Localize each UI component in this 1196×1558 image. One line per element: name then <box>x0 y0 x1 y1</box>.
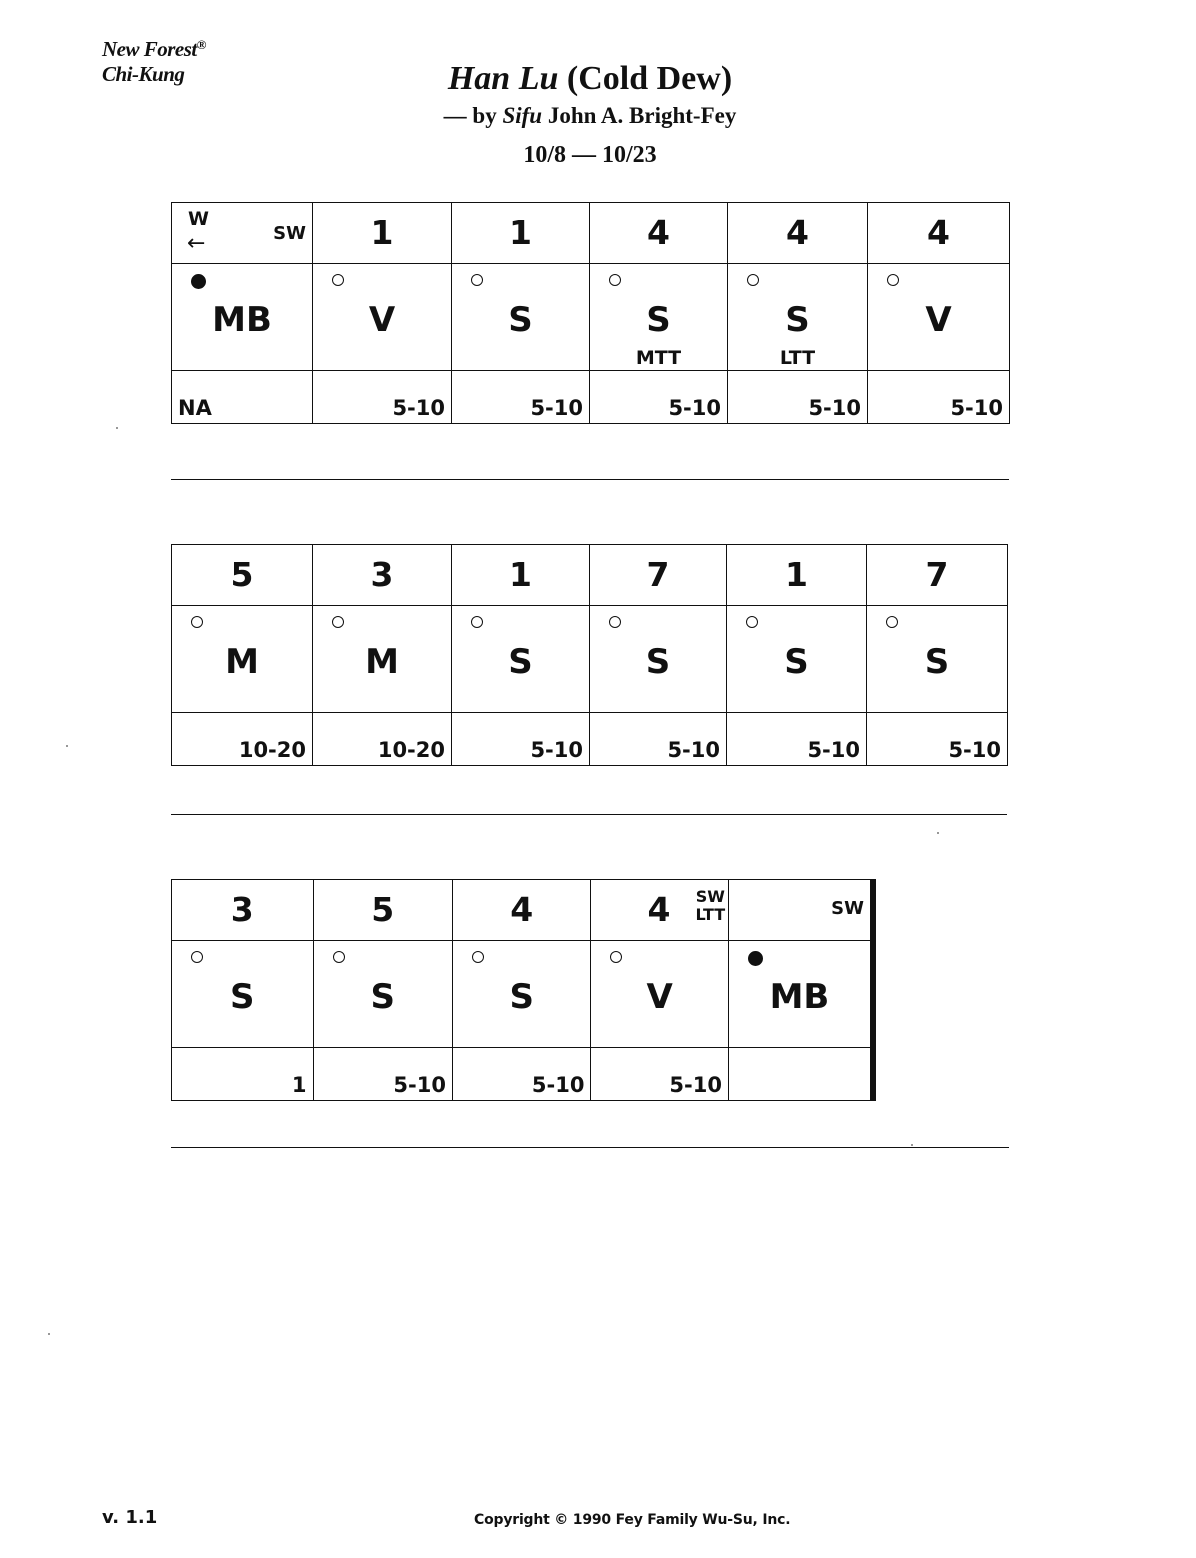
number-cell <box>590 203 728 264</box>
range-cell <box>867 713 1008 766</box>
posture-cell <box>313 941 452 1048</box>
posture-letter: S <box>645 642 671 682</box>
posture-cell <box>452 941 590 1048</box>
posture-cell <box>172 264 313 371</box>
range-value: 10-20 <box>238 738 306 762</box>
range-cell <box>452 371 590 424</box>
posture-letter: S <box>509 977 534 1017</box>
range-cell <box>728 1048 873 1101</box>
range-value: 5-10 <box>531 1073 585 1097</box>
notes-line <box>171 1147 1009 1148</box>
byline-name: John A. Bright-Fey <box>547 103 737 128</box>
posture-letter: MB <box>212 300 272 340</box>
posture-cell <box>172 606 313 713</box>
range-cell <box>172 1048 314 1101</box>
posture-letter: M <box>225 642 259 682</box>
open-circle-icon <box>191 951 203 963</box>
number-cell <box>867 545 1008 606</box>
posture-letter: S <box>924 642 950 682</box>
open-circle-icon <box>610 951 622 963</box>
count-number: 3 <box>370 555 394 594</box>
range-value: 5-10 <box>669 1073 722 1097</box>
filled-circle-icon <box>748 951 763 966</box>
count-number: 4 <box>927 213 950 252</box>
page-title <box>360 56 820 102</box>
range-value: 5-10 <box>393 1073 446 1097</box>
posture-cell <box>452 264 590 371</box>
number-cell <box>452 880 590 941</box>
range-value: 5-10 <box>392 396 445 420</box>
range-cell <box>172 713 313 766</box>
range-cell <box>313 371 452 424</box>
open-circle-icon <box>471 274 483 286</box>
direction-west-label: W <box>188 208 209 230</box>
posture-cell <box>868 264 1010 371</box>
range-cell <box>313 1048 452 1101</box>
notes-line <box>171 479 1009 480</box>
count-number: 4 <box>647 213 670 252</box>
title-rest: (Cold Dew) <box>566 60 733 97</box>
number-cell <box>313 203 452 264</box>
number-cell <box>868 203 1010 264</box>
posture-cell <box>727 606 867 713</box>
posture-cell <box>313 606 452 713</box>
copyright-notice: Copyright © 1990 Fey Family Wu-Su, Inc. <box>474 1512 791 1528</box>
version-label: v. 1.1 <box>102 1507 158 1528</box>
posture-cell <box>590 606 727 713</box>
posture-letter: S <box>508 300 533 340</box>
arrow-left-icon: ← <box>187 231 206 256</box>
open-circle-icon <box>747 274 759 286</box>
posture-cell <box>591 941 728 1048</box>
posture-letter: S <box>508 642 533 682</box>
scan-speck <box>66 745 68 747</box>
open-circle-icon <box>332 616 344 628</box>
posture-cell <box>590 264 728 371</box>
number-cell <box>172 880 314 941</box>
posture-cell <box>452 606 590 713</box>
posture-cell <box>728 941 873 1048</box>
count-number: 7 <box>925 555 949 594</box>
range-value: 5-10 <box>530 396 583 420</box>
number-cell <box>590 545 727 606</box>
count-number: 1 <box>509 555 532 594</box>
scan-speck <box>937 832 939 834</box>
scan-speck <box>911 1144 913 1146</box>
grid-row-1 <box>171 202 1010 424</box>
count-number: 5 <box>230 555 254 594</box>
filled-circle-icon <box>191 274 206 289</box>
range-cell <box>313 713 452 766</box>
range-value: 5-10 <box>530 738 583 762</box>
posture-cell <box>313 264 452 371</box>
direction-sw-label: SW <box>695 887 725 906</box>
date-range: 10/8 — 10/23 <box>523 142 657 168</box>
posture-letter: S <box>785 300 810 340</box>
direction-sw-label: SW <box>273 223 306 244</box>
open-circle-icon <box>887 274 899 286</box>
open-circle-icon <box>609 616 621 628</box>
direction-stack <box>695 888 725 924</box>
brand-line2: Chi-Kung <box>102 62 185 86</box>
corner-cell <box>172 203 313 264</box>
number-cell <box>452 545 590 606</box>
posture-sublabel: MTT <box>635 347 682 369</box>
open-circle-icon <box>333 951 345 963</box>
direction-sw-label: SW <box>831 898 864 919</box>
byline <box>360 101 820 131</box>
open-circle-icon <box>332 274 344 286</box>
number-cell <box>452 203 590 264</box>
posture-letter: S <box>230 977 255 1017</box>
range-cell <box>728 371 868 424</box>
range-cell <box>727 713 867 766</box>
count-number: 1 <box>509 213 532 252</box>
ltt-label: LTT <box>695 905 726 924</box>
posture-cell <box>867 606 1008 713</box>
title-block <box>360 56 820 171</box>
number-cell <box>728 203 868 264</box>
range-value: 5-10 <box>667 738 720 762</box>
range-value: 1 <box>291 1073 307 1097</box>
registered-mark: ® <box>196 37 206 52</box>
range-cell <box>590 713 727 766</box>
notes-line <box>171 814 1007 815</box>
range-cell <box>452 1048 590 1101</box>
brand-logo <box>102 32 206 87</box>
title-italic: Han Lu <box>447 60 559 97</box>
grid-row-2 <box>171 544 1008 766</box>
posture-sublabel: LTT <box>779 347 816 369</box>
range-value: 5-10 <box>808 396 861 420</box>
posture-letter: M <box>365 642 399 682</box>
number-cell <box>313 880 452 941</box>
count-number: 5 <box>371 890 395 929</box>
range-value: 10-20 <box>377 738 445 762</box>
posture-letter: MB <box>769 977 830 1017</box>
byline-italic: Sifu <box>502 103 543 128</box>
brand-line1: New Forest <box>102 37 197 61</box>
end-cell <box>728 880 873 941</box>
count-number: 1 <box>370 213 394 252</box>
posture-cell <box>172 941 314 1048</box>
posture-cell <box>728 264 868 371</box>
posture-letter: S <box>784 642 809 682</box>
count-number: 4 <box>786 213 809 252</box>
scan-speck <box>48 1333 50 1335</box>
open-circle-icon <box>609 274 621 286</box>
number-cell <box>591 880 728 941</box>
range-cell <box>172 371 313 424</box>
number-cell <box>313 545 452 606</box>
grid-row-3 <box>171 879 876 1101</box>
posture-letter: S <box>646 300 671 340</box>
open-circle-icon <box>746 616 758 628</box>
range-cell <box>590 371 728 424</box>
posture-letter: V <box>646 977 673 1017</box>
count-number: 4 <box>647 890 671 929</box>
open-circle-icon <box>191 616 203 628</box>
open-circle-icon <box>886 616 898 628</box>
posture-letter: S <box>370 977 395 1017</box>
range-value: 5-10 <box>948 738 1001 762</box>
range-value: 5-10 <box>668 396 721 420</box>
open-circle-icon <box>472 951 484 963</box>
scan-speck <box>116 427 118 429</box>
range-value: 5-10 <box>950 396 1003 420</box>
number-cell <box>727 545 867 606</box>
range-value: 5-10 <box>807 738 860 762</box>
range-cell <box>591 1048 728 1101</box>
range-cell <box>868 371 1010 424</box>
posture-letter: V <box>368 300 396 340</box>
na-label: NA <box>178 396 212 420</box>
count-number: 1 <box>785 555 808 594</box>
range-cell <box>452 713 590 766</box>
count-number: 7 <box>646 555 670 594</box>
posture-letter: V <box>925 300 952 340</box>
byline-prefix: — by <box>443 103 497 128</box>
count-number: 3 <box>230 890 254 929</box>
number-cell <box>172 545 313 606</box>
open-circle-icon <box>471 616 483 628</box>
count-number: 4 <box>510 890 534 929</box>
